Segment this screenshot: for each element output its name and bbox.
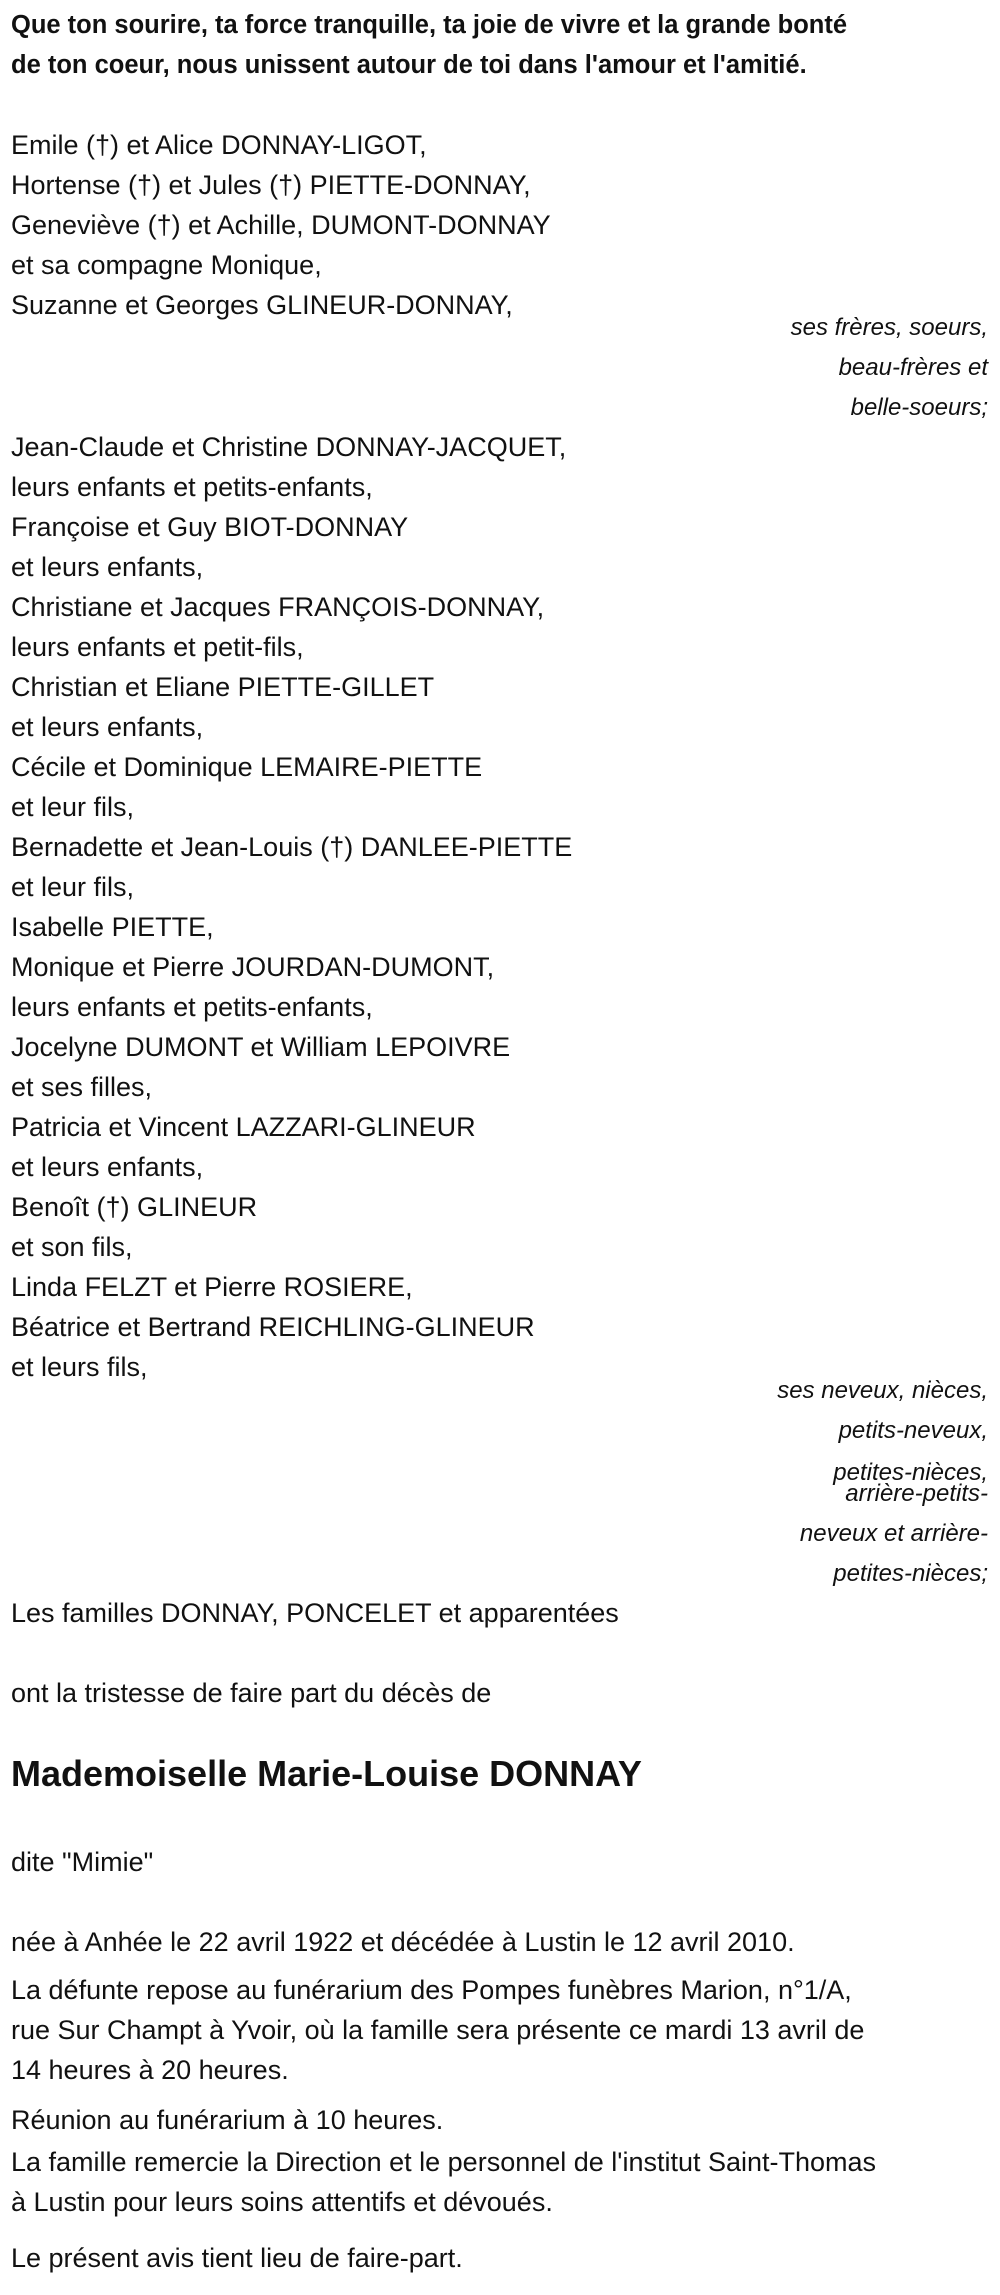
- family-line: et leurs enfants,: [11, 1152, 204, 1182]
- detail-line: rue Sur Champt à Yvoir, où la famille sera présente ce mardi 13 avril de: [11, 2015, 865, 2045]
- family-line: et sa compagne Monique,: [11, 250, 322, 280]
- family-line: Monique et Pierre JOURDAN-DUMONT,: [11, 952, 495, 982]
- family-line: et leurs enfants,: [11, 552, 204, 582]
- family-line: et leur fils,: [11, 872, 135, 902]
- relation-line: arrière-petits-: [845, 1480, 988, 1507]
- family-line: et leurs fils,: [11, 1352, 148, 1382]
- family-line: Linda FELZT et Pierre ROSIERE,: [11, 1272, 413, 1302]
- families-line: Les familles DONNAY, PONCELET et apparentées: [11, 1598, 619, 1628]
- family-line: Suzanne et Georges GLINEUR-DONNAY,: [11, 290, 513, 320]
- family-line: Béatrice et Bertrand REICHLING-GLINEUR: [11, 1312, 535, 1342]
- detail-line: La défunte repose au funérarium des Pompes funèbres Marion, n°1/A,: [11, 1975, 852, 2005]
- relation-line: ses frères, soeurs,: [790, 314, 988, 341]
- detail-line: 14 heures à 20 heures.: [11, 2055, 289, 2085]
- family-line: leurs enfants et petit-fils,: [11, 632, 304, 662]
- detail-line: Le présent avis tient lieu de faire-part.: [11, 2243, 463, 2273]
- deceased-nickname: dite "Mimie": [11, 1847, 154, 1877]
- family-line: Christiane et Jacques FRANÇOIS-DONNAY,: [11, 592, 545, 622]
- family-line: Jean-Claude et Christine DONNAY-JACQUET,: [11, 432, 567, 462]
- detail-line: à Lustin pour leurs soins attentifs et dévoués.: [11, 2187, 553, 2217]
- relation-line: petits-neveux,: [838, 1417, 988, 1444]
- relation-line: neveux et arrière-: [799, 1520, 988, 1547]
- epigraph-line: Que ton sourire, ta force tranquille, ta joie de vivre et la grande bonté: [11, 11, 848, 39]
- family-line: Isabelle PIETTE,: [11, 912, 214, 942]
- family-line: Geneviève (†) et Achille, DUMONT-DONNAY: [11, 210, 551, 240]
- announcement-line: ont la tristesse de faire part du décès de: [11, 1678, 492, 1708]
- family-line: et leurs enfants,: [11, 712, 204, 742]
- detail-line: Réunion au funérarium à 10 heures.: [11, 2105, 444, 2135]
- detail-line: La famille remercie la Direction et le personnel de l'institut Saint-Thomas: [11, 2147, 877, 2177]
- family-line: Benoît (†) GLINEUR: [11, 1192, 258, 1222]
- family-line: Jocelyne DUMONT et William LEPOIVRE: [11, 1032, 511, 1062]
- family-line: leurs enfants et petits-enfants,: [11, 992, 373, 1022]
- family-line: et leur fils,: [11, 792, 135, 822]
- family-line: Bernadette et Jean-Louis (†) DANLEE-PIETTE: [11, 832, 573, 862]
- relation-line: petites-nièces,: [833, 1459, 988, 1486]
- family-line: et ses filles,: [11, 1072, 153, 1102]
- relation-line: ses neveux, nièces,: [777, 1377, 988, 1404]
- epigraph-line: de ton coeur, nous unissent autour de toi dans l'amour et l'amitié.: [11, 51, 807, 79]
- family-line: Emile (†) et Alice DONNAY-LIGOT,: [11, 130, 427, 160]
- deceased-name: Mademoiselle Marie-Louise DONNAY: [11, 1753, 642, 1794]
- family-line: Cécile et Dominique LEMAIRE-PIETTE: [11, 752, 483, 782]
- family-line: Christian et Eliane PIETTE-GILLET: [11, 672, 435, 702]
- family-line: Hortense (†) et Jules (†) PIETTE-DONNAY,: [11, 170, 531, 200]
- relation-line: beau-frères et: [838, 354, 988, 381]
- family-line: et son fils,: [11, 1232, 133, 1262]
- detail-line: née à Anhée le 22 avril 1922 et décédée à Lustin le 12 avril 2010.: [11, 1927, 795, 1957]
- family-line: leurs enfants et petits-enfants,: [11, 472, 373, 502]
- relation-line: petites-nièces;: [833, 1560, 988, 1587]
- relation-line: belle-soeurs;: [850, 394, 988, 421]
- family-line: Françoise et Guy BIOT-DONNAY: [11, 512, 409, 542]
- family-line: Patricia et Vincent LAZZARI-GLINEUR: [11, 1112, 476, 1142]
